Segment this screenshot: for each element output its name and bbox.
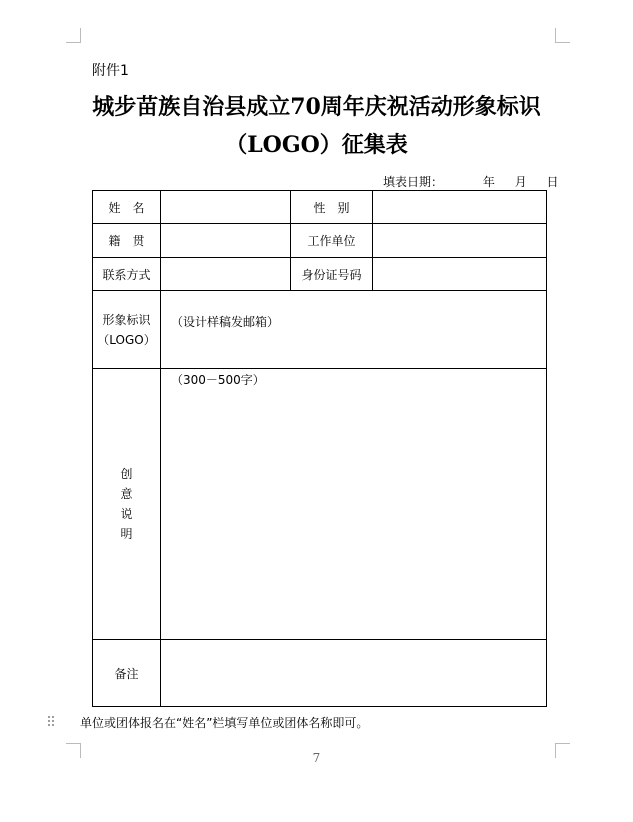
fill-date-year: 年 [482,175,495,189]
creative-hint: （300－500字） [170,373,265,387]
logo-hint: （设计样稿发邮箱） [170,315,279,329]
contact-field[interactable] [160,258,290,291]
creative-label-char: 明 [120,527,133,541]
creative-label-char: 意 [120,487,133,501]
creative-label-char: 说 [120,507,133,521]
origin-field[interactable] [160,224,290,258]
document-title-line1: 城步苗族自治县成立70周年庆祝活动形象标识 [92,94,541,120]
logo-label-line1: 形象标识 [102,312,151,327]
work-unit-field[interactable] [373,224,547,258]
document-title-line2: （LOGO）征集表 [225,132,408,158]
creative-label [93,369,161,640]
contact-label: 联系方式 [93,258,161,291]
id-number-field[interactable] [373,258,547,291]
page-number: 7 [312,751,321,765]
work-unit-label: 工作单位 [290,224,373,258]
creative-label-char: 创 [120,467,133,481]
logo-label-line2: （LOGO） [97,332,156,347]
gender-field[interactable] [373,191,547,224]
fill-date-month: 月 [514,175,527,189]
fill-date-day: 日 [546,175,559,189]
application-form-table [92,190,547,707]
remarks-field[interactable] [160,640,546,707]
logo-label [93,291,161,369]
creative-field[interactable] [160,369,546,640]
margin-corner-tl [66,28,81,43]
gender-label: 性 别 [290,191,373,224]
name-label: 姓 名 [93,191,161,224]
fill-date-label: 填表日期： [383,175,444,189]
drag-handle-icon[interactable] [47,715,55,727]
id-number-label: 身份证号码 [290,258,373,291]
origin-label: 籍 贯 [93,224,161,258]
remarks-label: 备注 [93,640,161,707]
name-field[interactable] [160,191,290,224]
fill-date [383,173,559,190]
logo-field[interactable] [160,291,546,369]
footnote: 单位或团体报名在“姓名”栏填写单位或团体名称即可。 [80,716,369,730]
margin-corner-tr [555,28,570,43]
attachment-label: 附件1 [92,63,129,79]
